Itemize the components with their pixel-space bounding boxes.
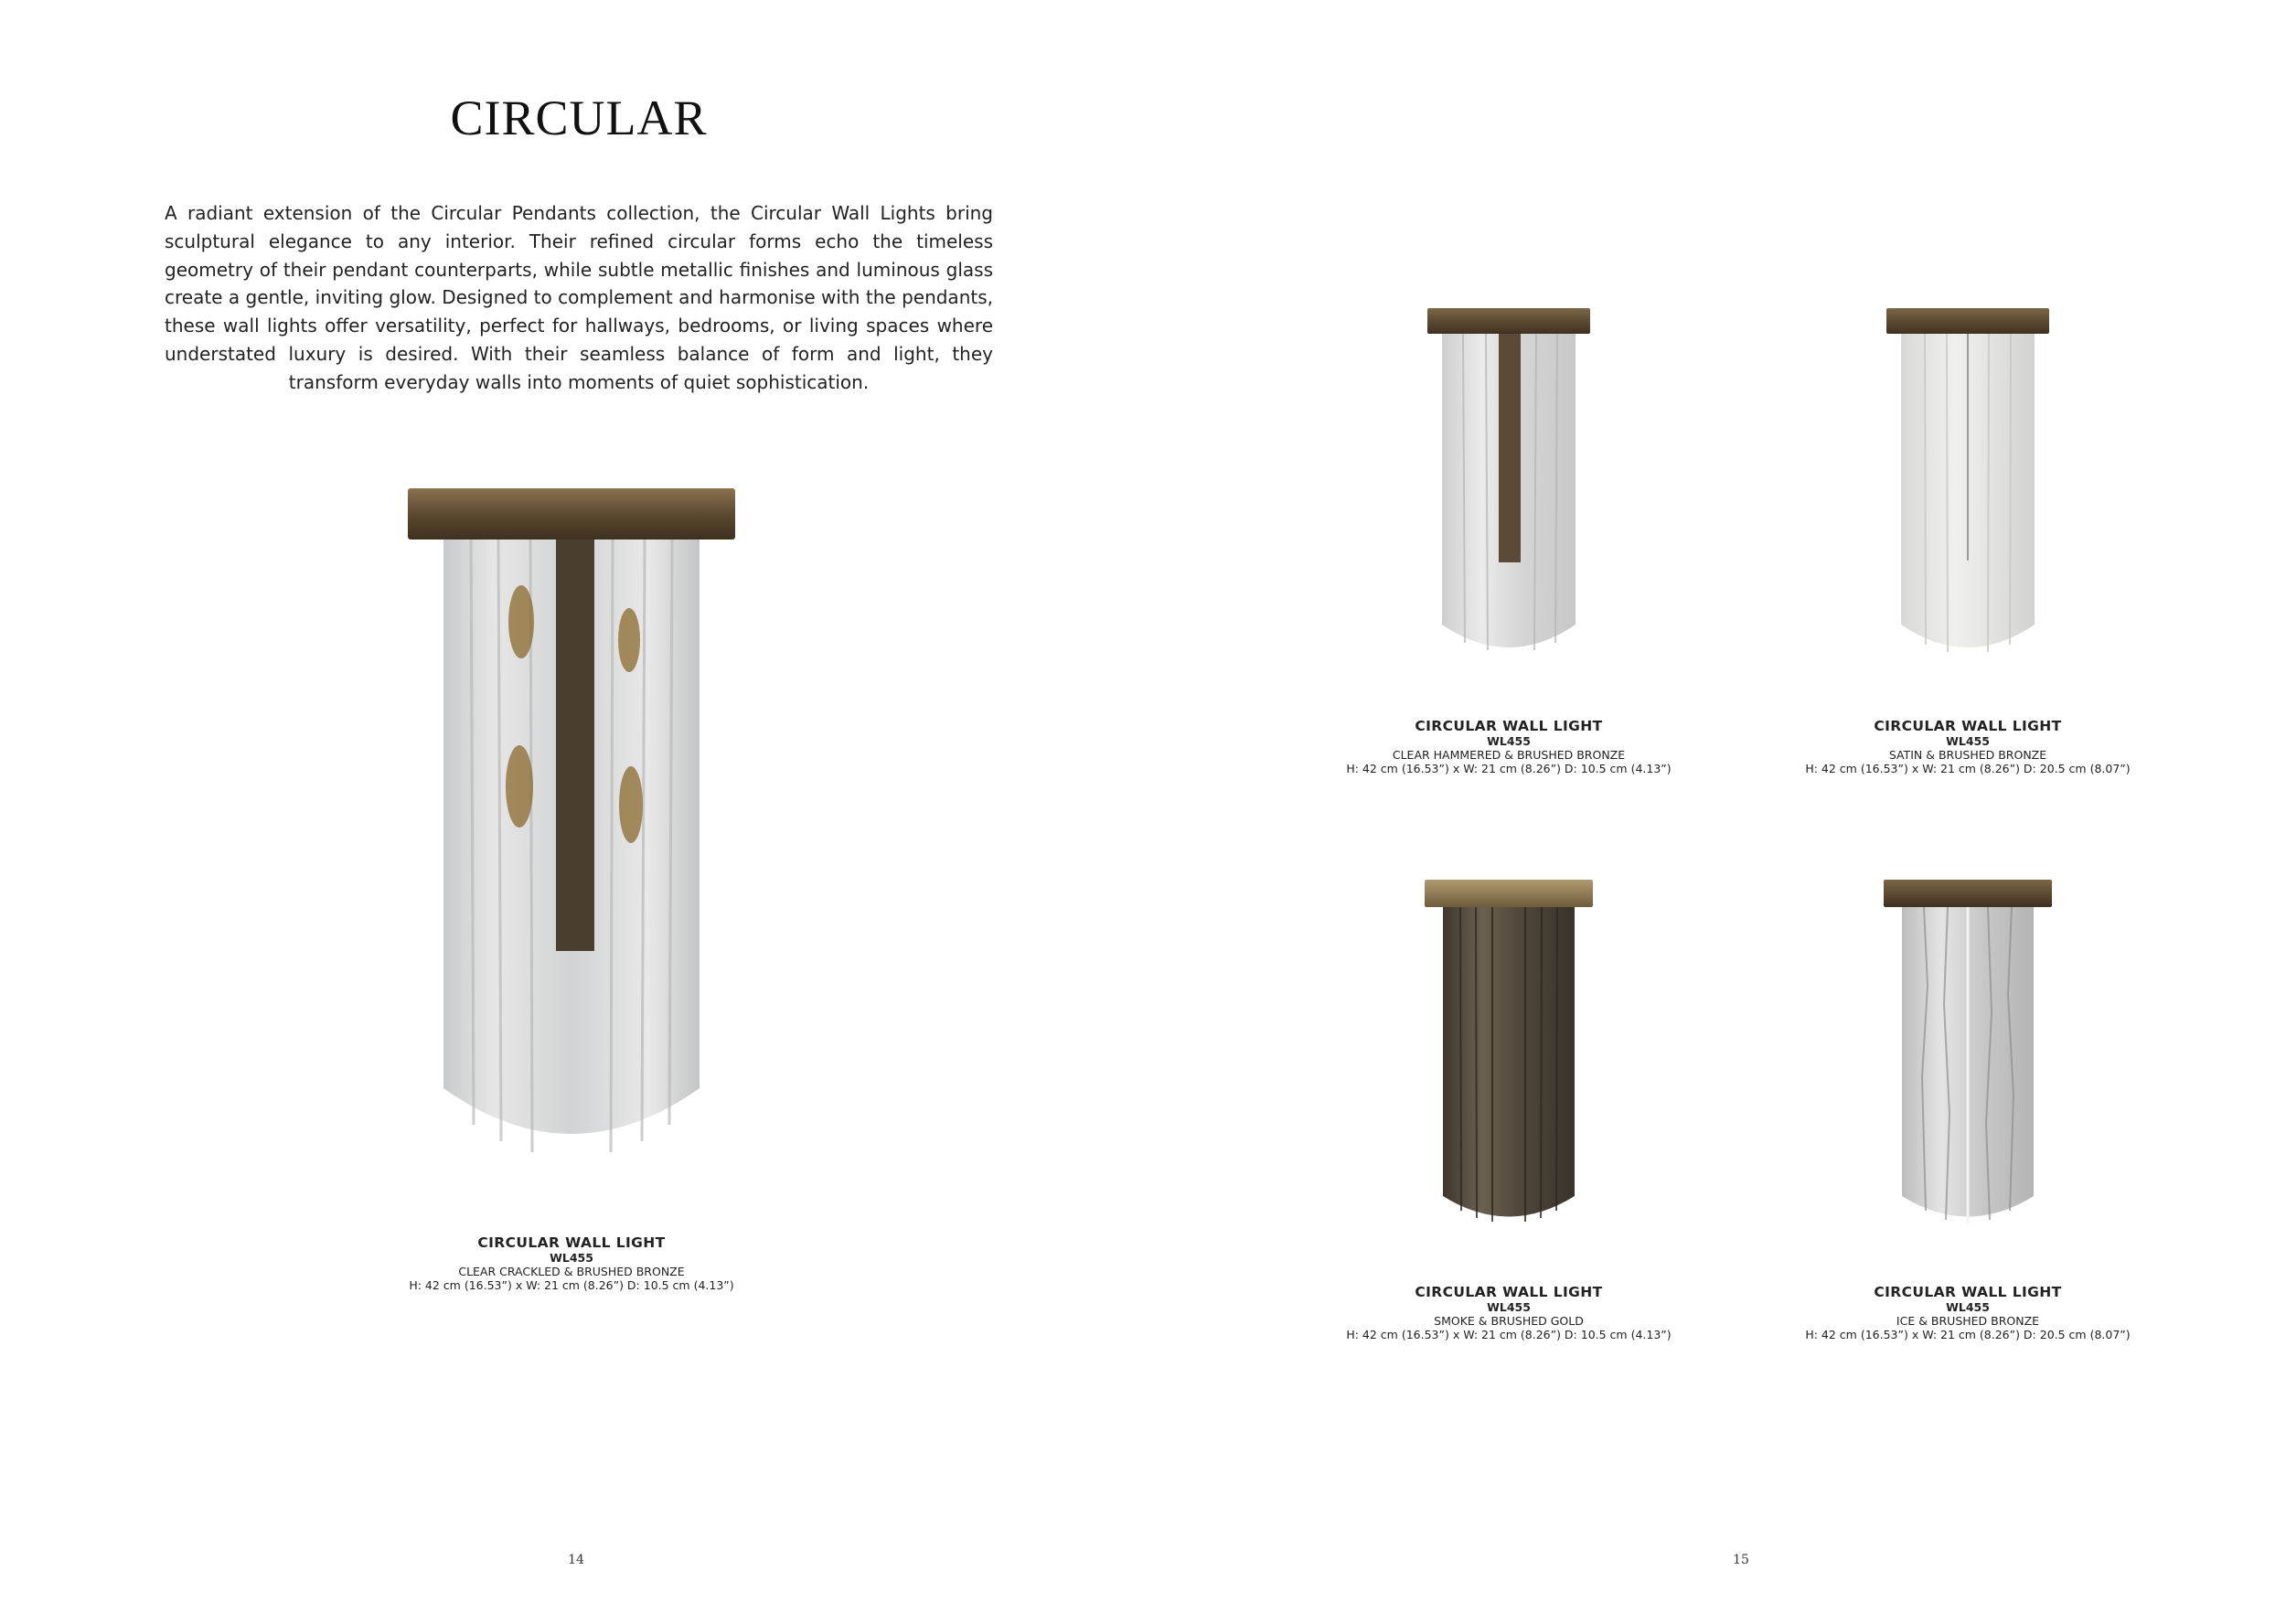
page-title: CIRCULAR — [450, 91, 708, 145]
product-name: CIRCULAR WALL LIGHT — [1874, 1284, 2062, 1300]
caption-clear-hammered — [1335, 718, 1682, 775]
caption-main — [402, 1234, 741, 1292]
caption-ice — [1794, 1284, 2142, 1341]
product-code: WL455 — [1487, 1300, 1531, 1314]
product-name: CIRCULAR WALL LIGHT — [477, 1234, 666, 1251]
product-name: CIRCULAR WALL LIGHT — [1874, 718, 2062, 734]
product-code: WL455 — [1487, 734, 1531, 748]
product-code: WL455 — [1946, 734, 1990, 748]
product-finish: ICE & BRUSHED BRONZE — [1896, 1314, 2040, 1328]
caption-satin — [1794, 718, 2142, 775]
product-name: CIRCULAR WALL LIGHT — [1415, 718, 1603, 734]
product-dimensions: H: 42 cm (16.53”) x W: 21 cm (8.26”) D: 20.5 cm (8.07”) — [1805, 1328, 2131, 1341]
wall-light-image-main — [402, 485, 741, 1157]
intro-paragraph: A radiant extension of the Circular Pendants collection, the Circular Wall Lights bring sculptural elegance to any interior. Their refined circular forms echo the timeless geometry of their pendant counterparts, while subtle metallic finishes and luminous glass create a gentle, inviting glow. Designed to complement and harmonise with the pendants, these wall lights offer versatility, perfect for hallways, bedrooms, or living spaces where understated luxury is desired. With their seamless balance of form and light, they transform everyday walls into moments of quiet sophistication. — [165, 202, 993, 393]
product-dimensions: H: 42 cm (16.53”) x W: 21 cm (8.26”) D: 20.5 cm (8.07”) — [1805, 762, 2131, 775]
product-finish: SATIN & BRUSHED BRONZE — [1888, 748, 2047, 762]
product-name: CIRCULAR WALL LIGHT — [1415, 1284, 1603, 1300]
product-code: WL455 — [550, 1251, 593, 1265]
product-finish: SMOKE & BRUSHED GOLD — [1434, 1314, 1584, 1328]
caption-smoke — [1335, 1284, 1682, 1341]
page-number-left: 14 — [568, 1553, 584, 1567]
page-number-right: 15 — [1733, 1553, 1749, 1567]
wall-light-image-ice — [1878, 876, 2057, 1233]
wall-light-image-smoke — [1419, 876, 1598, 1233]
wall-light-image-clear-hammered — [1422, 304, 1596, 661]
product-dimensions: H: 42 cm (16.53”) x W: 21 cm (8.26”) D: 10.5 cm (4.13”) — [409, 1278, 734, 1292]
product-dimensions: H: 42 cm (16.53”) x W: 21 cm (8.26”) D: 10.5 cm (4.13”) — [1346, 762, 1672, 775]
wall-light-image-satin — [1881, 304, 2055, 661]
product-code: WL455 — [1946, 1300, 1990, 1314]
product-finish: CLEAR HAMMERED & BRUSHED BRONZE — [1392, 748, 1626, 762]
product-dimensions: H: 42 cm (16.53”) x W: 21 cm (8.26”) D: 10.5 cm (4.13”) — [1346, 1328, 1672, 1341]
product-finish: CLEAR CRACKLED & BRUSHED BRONZE — [458, 1265, 685, 1278]
